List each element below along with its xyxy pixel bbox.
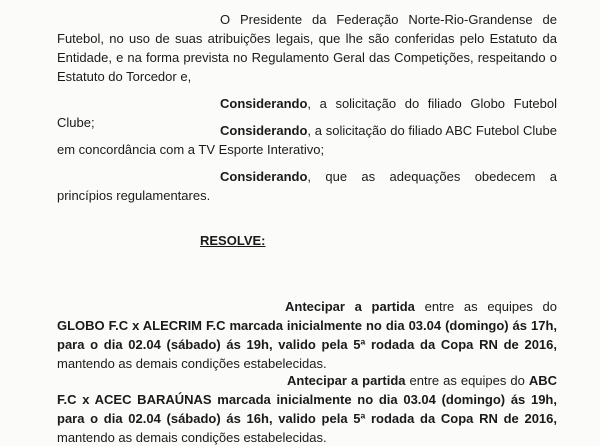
considerando-keyword: Considerando <box>220 96 308 111</box>
intro-first-line: O Presidente da Federação Norte-Rio-Grandense de Futebol, <box>57 12 557 46</box>
decision-mid: entre as equipes do <box>405 373 529 388</box>
considerando-text: , a solicitação do filiado Globo Futebol Clube; <box>57 96 557 130</box>
decision-lead: Antecipar a partida <box>285 299 415 314</box>
decision-teams: ABC F.C x ACEC BARAÚNAS marcada inicialmente no dia 03.04 (domingo) ás 19h, para o dia 02.04 (sábado) ás 16h, valido pela 5ª rodada da Copa RN de 2016, <box>57 373 557 426</box>
resolve-heading: RESOLVE: <box>200 233 266 248</box>
decision-lead: Antecipar a partida <box>287 373 406 388</box>
considerando-2 <box>57 121 557 159</box>
decision-teams: GLOBO F.C x ALECRIM F.C marcada inicialmente no dia 03.04 (domingo) ás 17h, para o dia 02.04 (sábado) ás 19h, valido pela 5ª rodada da Copa RN de 2016, <box>57 318 557 352</box>
considerando-keyword: Considerando <box>220 169 308 184</box>
decision-1 <box>57 297 557 373</box>
intro-body: no uso de suas atribuições legais, que lhe são conferidas pelo Estatuto da Entidade, e na forma prevista no Regulamento Geral das Competições, respeitando o Estatuto do Torcedor e, <box>57 31 557 84</box>
intro-paragraph <box>57 10 557 86</box>
considerando-3 <box>57 167 557 205</box>
considerando-keyword: Considerando <box>220 123 308 138</box>
decision-tail: mantendo as demais condições estabelecidas. <box>57 356 327 371</box>
decision-2 <box>57 371 557 446</box>
considerando-text: , a solicitação do filiado ABC Futebol Clube em concordância com a TV Esporte Interativo; <box>57 123 557 157</box>
decision-tail: mantendo as demais condições estabelecidas. <box>57 430 327 445</box>
decision-mid: entre as equipes do <box>414 299 557 314</box>
considerando-text: , que as adequações obedecem a princípios regulamentares. <box>57 169 557 203</box>
